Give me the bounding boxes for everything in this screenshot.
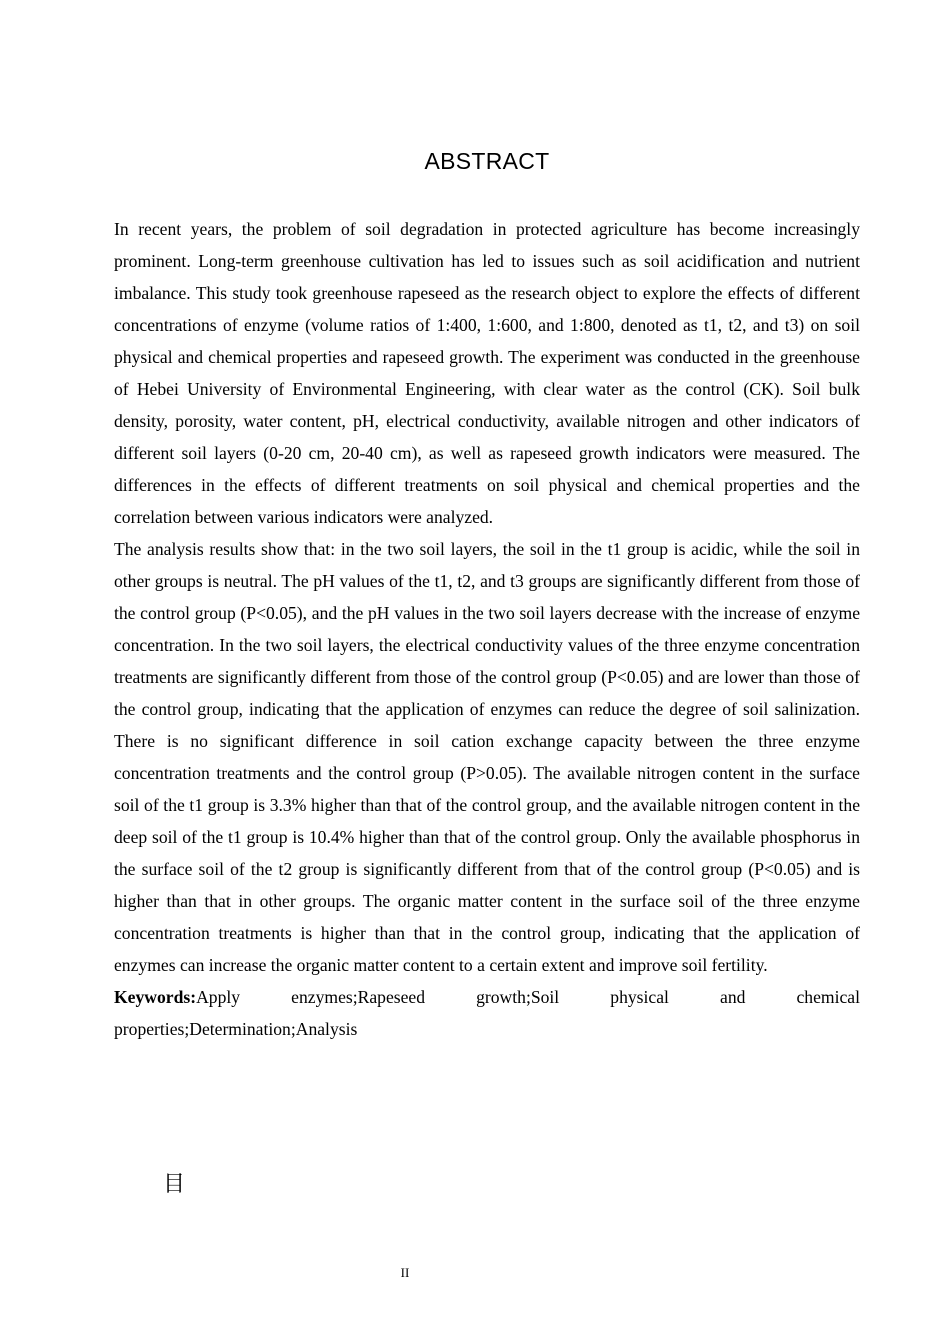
abstract-paragraph-2: The analysis results show that: in the two soil layers, the soil in the t1 group is acidic, while the soil in other groups is neutral. The pH values of the t1, t2, and t3 groups are significantly different from those of the control group (P<0.05), and the pH values in the two soil layers decrease with the increase of enzyme concentration. In the two soil layers, the electrical conductivity values of the three enzyme concentration treatments are significantly different from those of the control group (P<0.05) and are lower than those of the control group, indicating that the application of enzymes can reduce the degree of soil salinization. There is no significant difference in soil cation exchange capacity between the three enzyme concentration treatments and the control group (P>0.05). The available nitrogen content in the surface soil of the t1 group is 3.3% higher than that of the control group, and the available nitrogen content in the deep soil of the t1 group is 10.4% higher than that of the control group. Only the available phosphorus in the surface soil of the t2 group is significantly different from that of the control group (P<0.05) and is higher than that in other groups. The organic matter content in the surface soil of the three enzyme concentration treatments is higher than that in the control group, indicating that the application of enzymes can increase the organic matter content to a certain extent and improve soil fertility.: [114, 539, 860, 975]
abstract-paragraph-1: In recent years, the problem of soil degradation in protected agriculture has become increasingly prominent. Long-term greenhouse cultivation has led to issues such as soil acidification and nutrient imbalance. This study took greenhouse rapeseed as the research object to explore the effects of different concentrations of enzyme (volume ratios of 1:400, 1:600, and 1:800, denoted as t1, t2, and t3) on soil physical and chemical properties and rapeseed growth. The experiment was conducted in the greenhouse of Hebei University of Environmental Engineering, with clear water as the control (CK). Soil bulk density, porosity, water content, pH, electrical conductivity, available nitrogen and other indicators of different soil layers (0-20 cm, 20-40 cm), as well as rapeseed growth indicators were measured. The differences in the effects of different treatments on soil physical and chemical properties and the correlation between various indicators were analyzed.: [114, 219, 860, 527]
abstract-title: ABSTRACT: [424, 148, 550, 174]
keywords-text: Apply enzymes;Rapeseed growth;Soil physical and chemical properties;Determination;Analysis: [114, 987, 860, 1039]
toc-heading-fragment: 目: [163, 1172, 186, 1197]
keywords-line: [114, 981, 860, 1045]
abstract-body: [114, 213, 860, 1045]
keywords-label: Keywords:: [114, 987, 197, 1007]
page-number: II: [400, 1265, 410, 1280]
